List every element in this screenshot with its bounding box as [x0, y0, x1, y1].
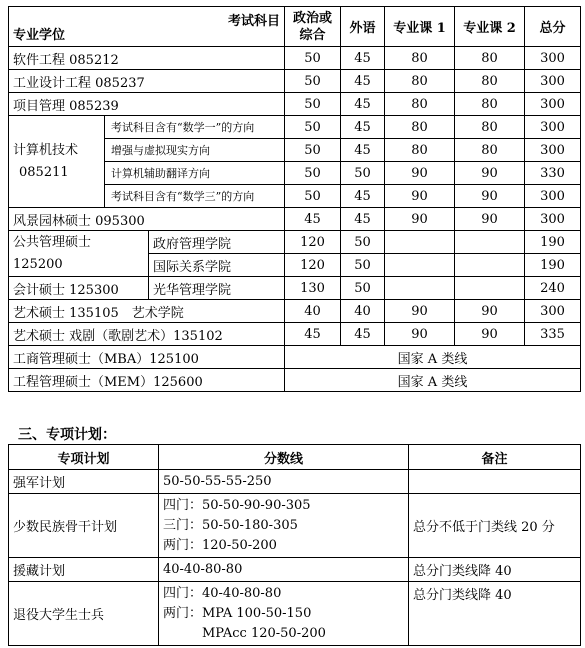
score-line: 40-40-80-80 — [159, 558, 409, 582]
direction-name: 增强与虚拟现实方向 — [105, 139, 285, 162]
degree-name: 工程管理硕士（MEM）125600 — [9, 369, 285, 392]
score-course1: 80 — [385, 70, 455, 93]
score-total: 190 — [525, 254, 581, 277]
plan-note: 总分门类线降 40 — [409, 558, 581, 582]
score-course1: 90 — [385, 185, 455, 208]
direction-name: 考试科目含有“数学三”的方向 — [105, 185, 285, 208]
score-line: MPAcc 120-50-200 — [163, 625, 326, 641]
score-foreign: 45 — [341, 208, 385, 231]
header-plan: 专项计划 — [9, 445, 159, 470]
score-politics: 50 — [285, 47, 341, 70]
score-foreign: 45 — [341, 116, 385, 139]
plan-name: 援藏计划 — [9, 558, 159, 582]
direction-name: 计算机辅助翻译方向 — [105, 162, 285, 185]
degree-name: 工商管理硕士（MBA）125100 — [9, 346, 285, 369]
score-course2-empty — [455, 277, 525, 300]
score-total: 335 — [525, 323, 581, 346]
score-total: 300 — [525, 116, 581, 139]
score-course2: 90 — [455, 185, 525, 208]
score-table — [8, 6, 581, 392]
plan-name: 强军计划 — [9, 470, 159, 494]
header-foreign: 外语 — [341, 7, 385, 47]
score-foreign: 45 — [341, 93, 385, 116]
degree-name: 风景园林硕士 095300 — [9, 208, 285, 231]
plan-name: 少数民族骨干计划 — [9, 494, 159, 558]
score-course1-empty — [385, 277, 455, 300]
score-course1-empty — [385, 254, 455, 277]
header-diagonal-cell — [9, 7, 285, 47]
plan-note: 总分门类线降 40 — [409, 582, 581, 646]
score-line: 两门：MPA 100-50-150 — [163, 605, 312, 621]
table-row — [9, 323, 581, 346]
header-subjects: 考试科目 — [227, 14, 280, 29]
score-course2: 80 — [455, 139, 525, 162]
school-name: 政府管理学院 — [149, 231, 285, 254]
table-header-row — [9, 445, 581, 470]
score-course2: 80 — [455, 93, 525, 116]
table-row — [9, 70, 581, 93]
score-course1-empty — [385, 231, 455, 254]
score-politics: 120 — [285, 254, 341, 277]
score-politics: 120 — [285, 231, 341, 254]
table-header-row — [9, 7, 581, 47]
score-line: 四门：40-40-80-80 — [163, 585, 282, 601]
score-total: 300 — [525, 139, 581, 162]
score-line: 四门：50-50-90-90-305 — [163, 497, 311, 513]
score-line: 50-50-55-55-250 — [159, 470, 409, 494]
header-total: 总分 — [525, 7, 581, 47]
score-foreign: 50 — [341, 277, 385, 300]
score-course1: 80 — [385, 93, 455, 116]
score-course2: 80 — [455, 116, 525, 139]
national-line-note: 国家 A 类线 — [285, 346, 581, 369]
score-politics: 45 — [285, 208, 341, 231]
header-degree: 专业学位 — [13, 28, 66, 43]
degree-name: 艺术硕士 135105 艺术学院 — [9, 300, 285, 323]
score-line: 两门：120-50-200 — [163, 537, 277, 553]
score-course1: 90 — [385, 300, 455, 323]
score-course2-empty — [455, 254, 525, 277]
degree-name: 工业设计工程 085237 — [9, 70, 285, 93]
header-politics — [285, 7, 341, 47]
score-politics: 45 — [285, 323, 341, 346]
score-course1: 80 — [385, 47, 455, 70]
score-course2: 80 — [455, 47, 525, 70]
score-total: 330 — [525, 162, 581, 185]
header-score: 分数线 — [159, 445, 409, 470]
header-note: 备注 — [409, 445, 581, 470]
score-course1: 80 — [385, 116, 455, 139]
table-row — [9, 208, 581, 231]
header-course1: 专业课 1 — [385, 7, 455, 47]
score-course2: 90 — [455, 208, 525, 231]
score-lines — [159, 494, 409, 558]
table-row — [9, 277, 581, 300]
national-line-note: 国家 A 类线 — [285, 369, 581, 392]
score-total: 300 — [525, 47, 581, 70]
score-foreign: 40 — [341, 300, 385, 323]
plan-name: 退役大学生士兵 — [9, 582, 159, 646]
table-row — [9, 231, 581, 254]
header-politics-line2: 综合 — [299, 27, 326, 43]
score-course2: 90 — [455, 162, 525, 185]
mpa-name-line1: 公共管理硕士 — [13, 234, 92, 250]
score-total: 300 — [525, 185, 581, 208]
direction-name: 考试科目含有“数学一”的方向 — [105, 116, 285, 139]
score-foreign: 50 — [341, 162, 385, 185]
score-total: 190 — [525, 231, 581, 254]
table-row — [9, 116, 581, 139]
score-course2-empty — [455, 231, 525, 254]
score-total: 240 — [525, 277, 581, 300]
table-row — [9, 47, 581, 70]
degree-name: 项目管理 085239 — [9, 93, 285, 116]
score-politics: 50 — [285, 185, 341, 208]
score-total: 300 — [525, 300, 581, 323]
table-row — [9, 494, 581, 558]
school-name: 国际关系学院 — [149, 254, 285, 277]
score-politics: 50 — [285, 93, 341, 116]
score-course1: 90 — [385, 208, 455, 231]
table-row — [9, 346, 581, 369]
table-row — [9, 369, 581, 392]
score-politics: 40 — [285, 300, 341, 323]
cs-name-line2: 085211 — [19, 164, 69, 180]
score-course1: 80 — [385, 139, 455, 162]
score-line: 三门：50-50-180-305 — [163, 517, 298, 533]
score-foreign: 45 — [341, 47, 385, 70]
plan-note — [409, 470, 581, 494]
degree-name: 会计硕士 125300 — [9, 277, 149, 300]
table-row — [9, 300, 581, 323]
score-total: 300 — [525, 93, 581, 116]
special-plan-table — [8, 444, 581, 646]
score-foreign: 45 — [341, 70, 385, 93]
score-foreign: 45 — [341, 323, 385, 346]
score-lines — [159, 582, 409, 646]
plan-note: 总分不低于门类线 20 分 — [409, 494, 581, 558]
degree-name-mpa — [9, 231, 149, 277]
cs-name-line1: 计算机技术 — [13, 142, 79, 158]
score-politics: 50 — [285, 139, 341, 162]
score-course2: 80 — [455, 70, 525, 93]
table-row — [9, 582, 581, 646]
degree-name-cs — [9, 116, 105, 208]
score-politics: 50 — [285, 162, 341, 185]
score-foreign: 50 — [341, 254, 385, 277]
mpa-name-line2: 125200 — [13, 256, 63, 272]
table-row — [9, 93, 581, 116]
score-total: 300 — [525, 70, 581, 93]
table-row — [9, 558, 581, 582]
score-course1: 90 — [385, 323, 455, 346]
score-foreign: 45 — [341, 139, 385, 162]
table-row — [9, 470, 581, 494]
score-politics: 50 — [285, 116, 341, 139]
header-course2: 专业课 2 — [455, 7, 525, 47]
degree-name: 软件工程 085212 — [9, 47, 285, 70]
score-foreign: 45 — [341, 185, 385, 208]
score-politics: 130 — [285, 277, 341, 300]
score-total: 300 — [525, 208, 581, 231]
score-course2: 90 — [455, 323, 525, 346]
score-course1: 90 — [385, 162, 455, 185]
score-course2: 90 — [455, 300, 525, 323]
section-title: 三、专项计划： — [18, 427, 116, 443]
school-name: 光华管理学院 — [149, 277, 285, 300]
header-politics-line1: 政治或 — [292, 10, 332, 26]
score-foreign: 50 — [341, 231, 385, 254]
degree-name: 艺术硕士 戏剧（歌剧艺术）135102 — [9, 323, 285, 346]
score-politics: 50 — [285, 70, 341, 93]
